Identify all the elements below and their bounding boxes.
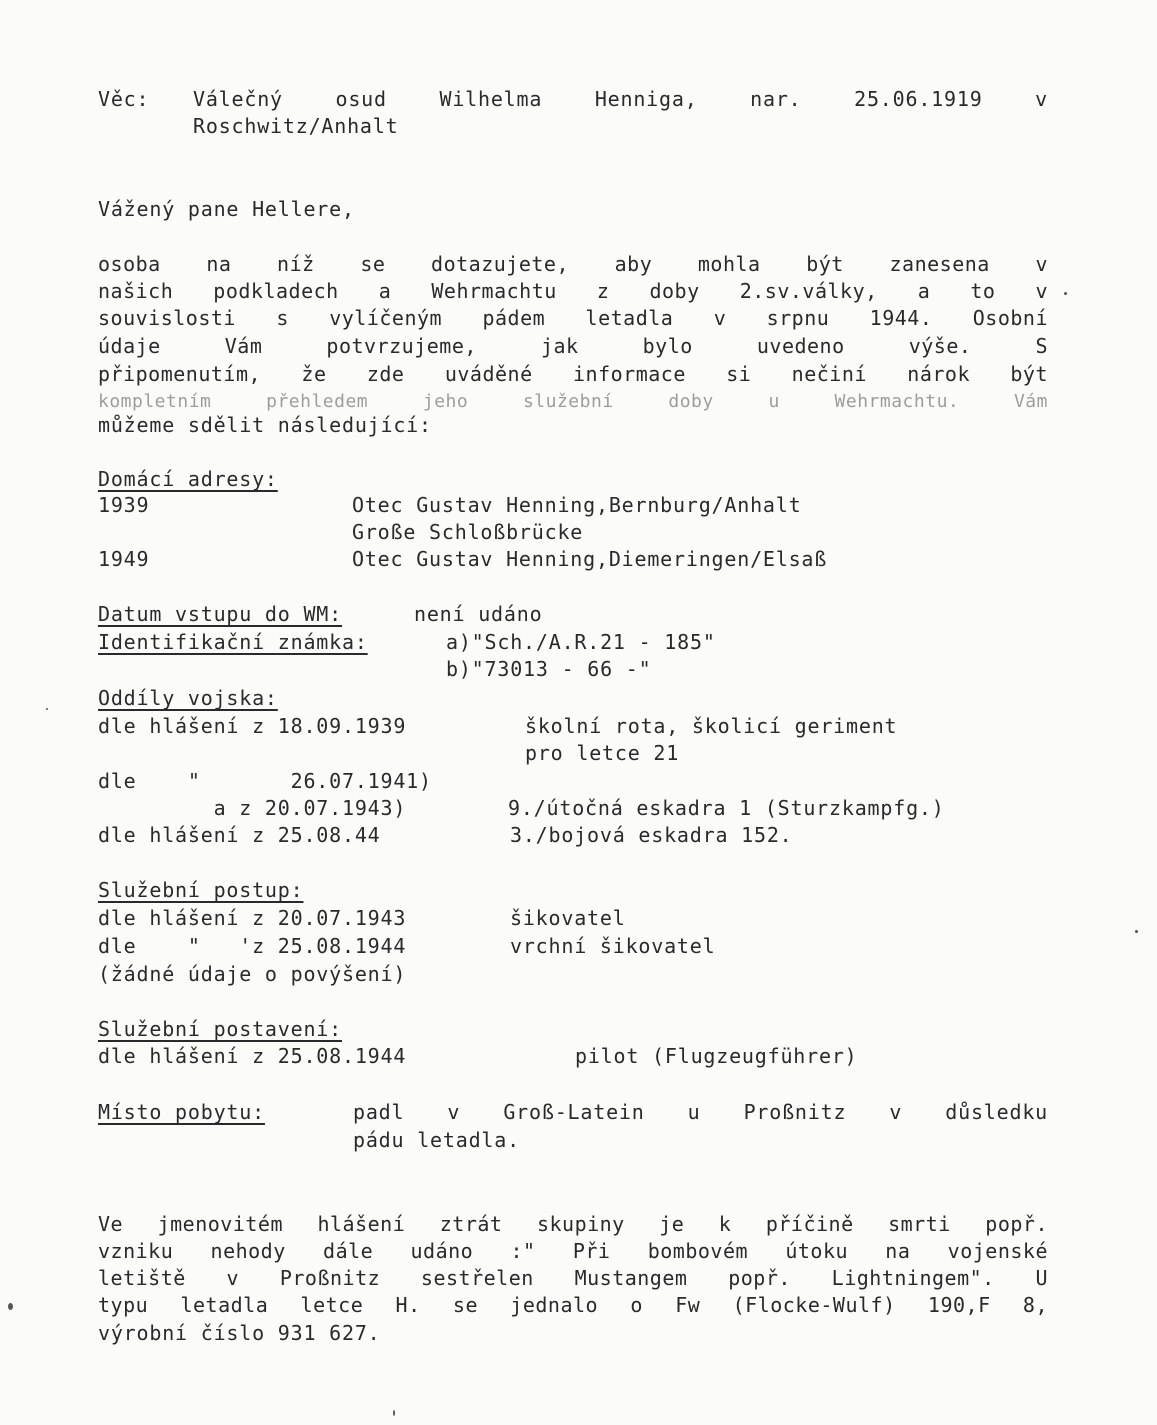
units-row-left: dle " 26.07.1941) bbox=[98, 769, 432, 793]
location-line-1: padl v Groß-Latein u Proßnitz v důsledku bbox=[353, 1100, 1048, 1124]
salutation: Vážený pane Hellere, bbox=[98, 197, 355, 221]
units-row-left: dle hlášení z 18.09.1939 bbox=[98, 714, 407, 738]
entry-date-label: Datum vstupu do WM: bbox=[98, 602, 342, 626]
location-label: Místo pobytu: bbox=[98, 1100, 265, 1124]
location-line-2: pádu letadla. bbox=[353, 1128, 520, 1152]
intro-line-7: můžeme sdělit následující: bbox=[98, 413, 432, 437]
units-row-right: školní rota, školicí geriment bbox=[525, 714, 898, 738]
closing-line-2: vzniku nehody dále udáno :" Při bombovém útoku na vojenské bbox=[98, 1239, 1048, 1263]
closing-line-4: typu letadla letce H. se jednalo o Fw (Flocke-Wulf) 190,F 8, bbox=[98, 1293, 1048, 1317]
scan-speck bbox=[46, 708, 48, 710]
intro-line-6: kompletním přehledem jeho služební doby u Wehrmachtu. Vám bbox=[98, 391, 1048, 412]
closing-line-1: Ve jmenovitém hlášení ztrát skupiny je k příčině smrti popř. bbox=[98, 1212, 1048, 1236]
intro-line-3: souvislosti s vylíčeným pádem letadla v srpnu 1944. Osobní bbox=[98, 306, 1048, 330]
units-heading: Oddíly vojska: bbox=[98, 686, 278, 710]
position-heading: Služební postavení: bbox=[98, 1017, 342, 1041]
scan-speck bbox=[393, 1410, 395, 1416]
subject-line-1: Válečný osud Wilhelma Henniga, nar. 25.06.1919 v bbox=[193, 87, 1048, 111]
address-text: Otec Gustav Henning,Bernburg/Anhalt bbox=[352, 493, 802, 517]
units-row-right: pro letce 21 bbox=[525, 741, 680, 765]
rank-row-left: dle hlášení z 20.07.1943 bbox=[98, 906, 407, 930]
address-year: 1949 bbox=[98, 547, 150, 571]
rank-heading: Služební postup: bbox=[98, 878, 304, 902]
addresses-heading: Domácí adresy: bbox=[98, 467, 278, 491]
rank-row-left: dle " 'z 25.08.1944 bbox=[98, 934, 407, 958]
id-tag-a: a)"Sch./A.R.21 - 185" bbox=[446, 630, 716, 654]
intro-line-4: údaje Vám potvrzujeme, jak bylo uvedeno výše. S bbox=[98, 334, 1048, 358]
id-tag-label: Identifikační známka: bbox=[98, 630, 368, 654]
entry-date-value: není udáno bbox=[414, 602, 543, 626]
position-right: pilot (Flugzeugführer) bbox=[575, 1044, 858, 1068]
intro-line-1: osoba na níž se dotazujete, aby mohla být zanesena v bbox=[98, 252, 1048, 276]
scan-speck bbox=[1064, 292, 1067, 295]
units-row-left: a z 20.07.1943) bbox=[98, 796, 407, 820]
scan-speck bbox=[1135, 930, 1138, 933]
address-year: 1939 bbox=[98, 493, 150, 517]
scan-speck bbox=[8, 1303, 13, 1310]
rank-row-right: šikovatel bbox=[510, 906, 626, 930]
intro-line-5: připomenutím, že zde uváděné informace si nečiní nárok být bbox=[98, 362, 1048, 386]
units-row-right: 9./útočná eskadra 1 (Sturzkampfg.) bbox=[508, 796, 945, 820]
id-tag-b: b)"73013 - 66 -" bbox=[446, 657, 652, 681]
rank-row-right: vrchní šikovatel bbox=[510, 934, 716, 958]
subject-line-2: Roschwitz/Anhalt bbox=[193, 114, 399, 138]
closing-line-3: letiště v Proßnitz sestřelen Mustangem popř. Lightningem". U bbox=[98, 1266, 1048, 1290]
units-row-left: dle hlášení z 25.08.44 bbox=[98, 823, 381, 847]
closing-line-5: výrobní číslo 931 627. bbox=[98, 1321, 381, 1345]
intro-line-2: našich podkladech a Wehrmachtu z doby 2.sv.války, a to v bbox=[98, 279, 1048, 303]
position-left: dle hlášení z 25.08.1944 bbox=[98, 1044, 407, 1068]
subject-label: Věc: bbox=[98, 87, 150, 111]
units-row-right: 3./bojová eskadra 152. bbox=[510, 823, 793, 847]
address-text: Große Schloßbrücke bbox=[352, 520, 584, 544]
rank-note: (žádné údaje o povýšení) bbox=[98, 962, 407, 986]
address-text: Otec Gustav Henning,Diemeringen/Elsaß bbox=[352, 547, 828, 571]
